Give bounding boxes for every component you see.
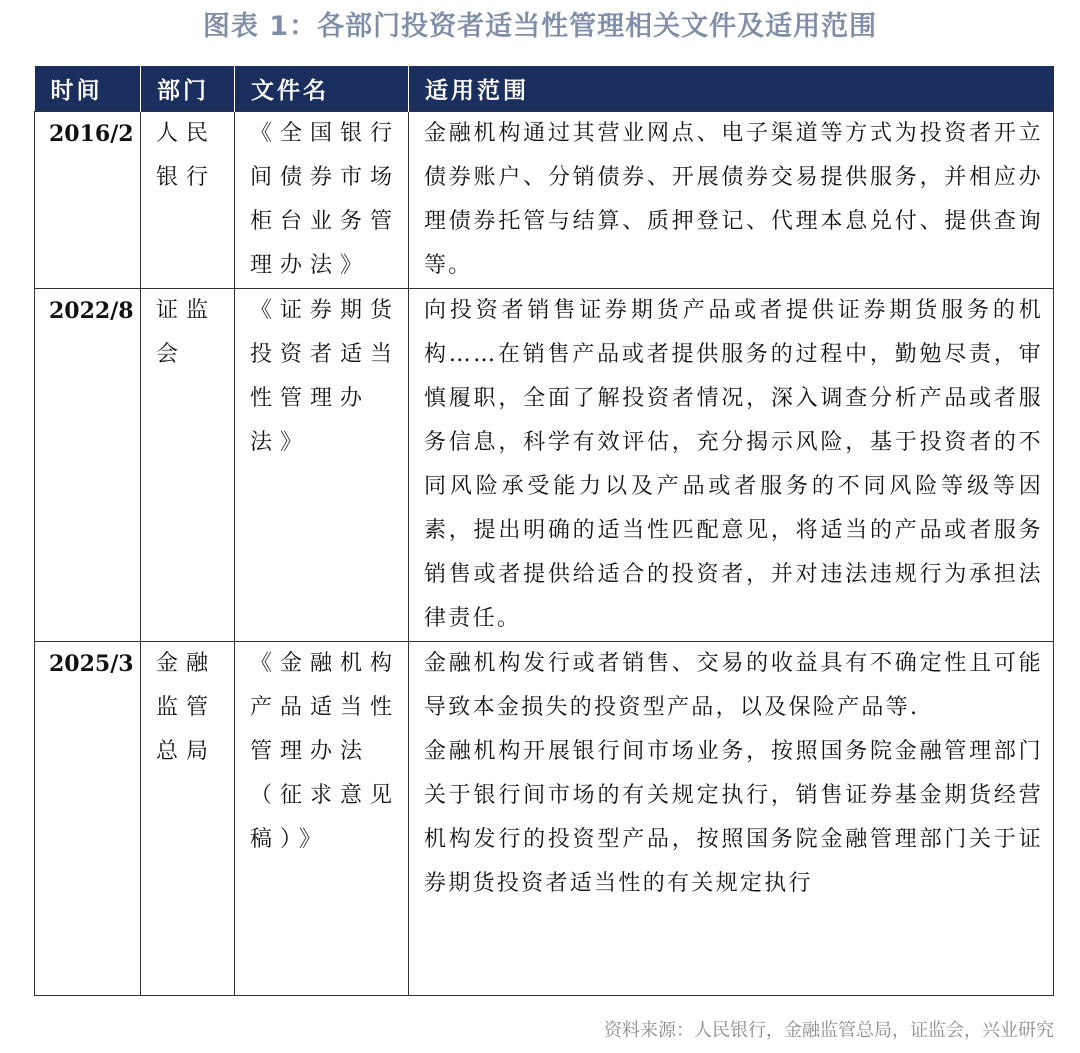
table-row [35, 289, 1054, 642]
policy-table [34, 66, 1054, 996]
scope-paragraph: 金融机构开展银行间市场业务，按照国务院金融管理部门关于银行间市场的有关规定执行，销售证券基金期货经营机构发行的投资型产品，按照国务院金融管理部门关于证券期货投资者适当性的有关规定执行 [424, 739, 1043, 896]
header-dept: 部门 [141, 66, 235, 112]
header-scope: 适用范围 [409, 66, 1054, 112]
row-doc: 《金融机构产品适当性管理办法（征求意见稿）》 [235, 642, 409, 996]
row-doc: 《证券期货投资者适当性管理办法》 [235, 289, 409, 642]
row-dept: 人民银行 [141, 112, 235, 289]
row-date: 2025/3 [35, 642, 141, 996]
header-doc: 文件名 [235, 66, 409, 112]
row-dept: 金融监管总局 [141, 642, 235, 996]
scope-paragraph: 金融机构发行或者销售、交易的收益具有不确定性且可能导致本金损失的投资型产品，以及保险产品等. [424, 651, 1043, 720]
row-scope [409, 642, 1054, 996]
scope-paragraph: 金融机构通过其营业网点、电子渠道等方式为投资者开立债券账户、分销债券、开展债券交易提供服务，并相应办理债券托管与结算、质押登记、代理本息兑付、提供查询等。 [424, 121, 1043, 278]
row-date: 2016/2 [35, 112, 141, 289]
row-doc: 《全国银行间债券市场柜台业务管理办法》 [235, 112, 409, 289]
row-scope [409, 112, 1054, 289]
source-note: 资料来源：人民银行，金融监管总局，证监会，兴业研究 [604, 1020, 1054, 1041]
table-row [35, 112, 1054, 289]
row-date: 2022/8 [35, 289, 141, 642]
row-scope [409, 289, 1054, 642]
table-header-row [35, 66, 1054, 112]
row-dept: 证监会 [141, 289, 235, 642]
scope-paragraph: 向投资者销售证券期货产品或者提供证券期货服务的机构……在销售产品或者提供服务的过程中，勤勉尽责，审慎履职，全面了解投资者情况，深入调查分析产品或者服务信息，科学有效评估，充分揭示风险，基于投资者的不同风险承受能力以及产品或者服务的不同风险等级等因素，提出明确的适当性匹配意见，将适当的产品或者服务销售或者提供给适合的投资者，并对违法违规行为承担法律责任。 [424, 298, 1043, 631]
header-time: 时间 [35, 66, 141, 112]
table-row [35, 642, 1054, 996]
figure-title: 图表 1：各部门投资者适当性管理相关文件及适用范围 [202, 11, 878, 42]
